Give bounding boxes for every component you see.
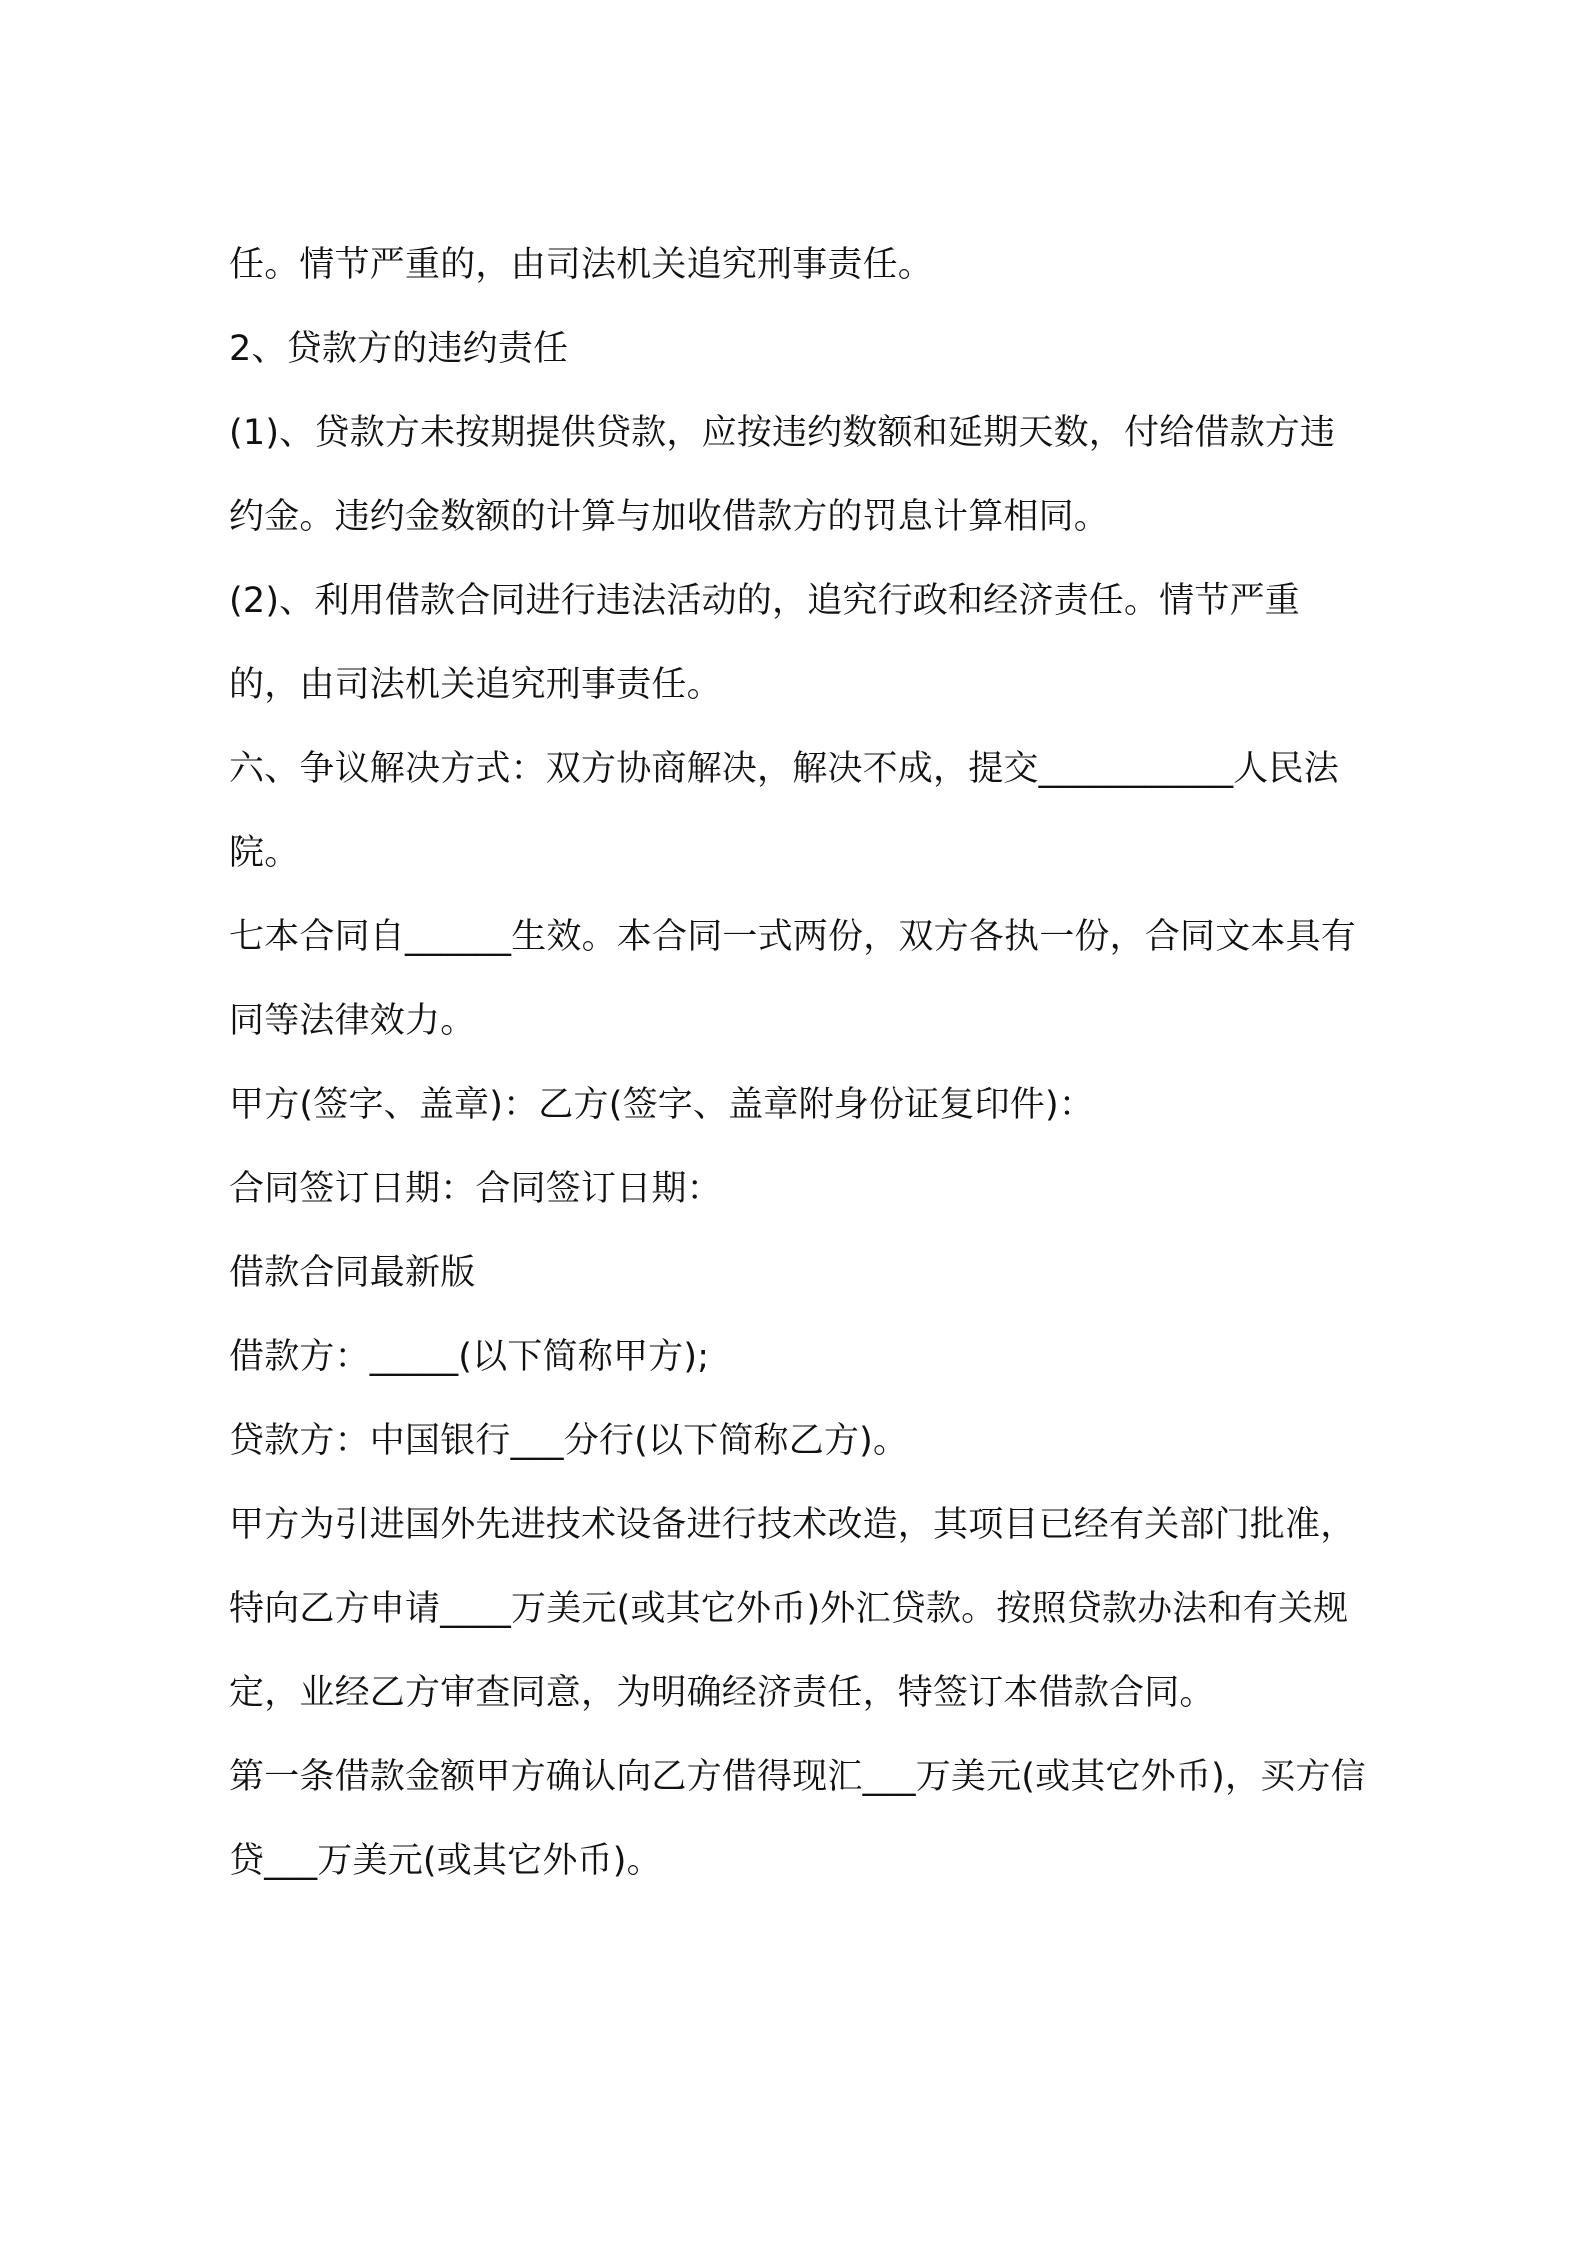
borrower-line: 借款方：_____(以下简称甲方); xyxy=(229,1337,710,1377)
article-one-loan-amount: 第一条借款金额甲方确认向乙方借得现汇___万美元(或其它外币)，买方信贷___万美元(或其它外币)。 xyxy=(229,1757,1366,1881)
clause-dispute-resolution: 六、争议解决方式：双方协商解决，解决不成，提交___________人民法院。 xyxy=(229,749,1339,873)
contract-title: 借款合同最新版 xyxy=(229,1253,476,1293)
lender-line: 贷款方：中国银行___分行(以下简称乙方)。 xyxy=(229,1421,909,1461)
clause-effective-date: 七本合同自______生效。本合同一式两份，双方各执一份，合同文本具有同等法律效力。 xyxy=(229,917,1357,1041)
section-heading-lender-liability: 2、贷款方的违约责任 xyxy=(229,329,569,369)
clause-late-loan-penalty: (1)、贷款方未按期提供贷款，应按违约数额和延期天数，付给借款方违约金。违约金数额的计算与加收借款方的罚息计算相同。 xyxy=(229,413,1336,537)
clause-illegal-activity: (2)、利用借款合同进行违法活动的，追究行政和经济责任。情节严重的，由司法机关追究刑事责任。 xyxy=(229,581,1300,705)
signature-line: 甲方(签字、盖章)：乙方(签字、盖章附身份证复印件)： xyxy=(229,1085,1095,1125)
paragraph-continuation: 任。情节严重的，由司法机关追究刑事责任。 xyxy=(229,245,934,285)
preamble-paragraph: 甲方为引进国外先进技术设备进行技术改造，其项目已经有关部门批准，特向乙方申请____万美元(或其它外币)外汇贷款。按照贷款办法和有关规定，业经乙方审查同意，为明确经济责任，特签订本借款合同。 xyxy=(229,1505,1356,1713)
document-body xyxy=(229,223,1369,1903)
signing-date-line: 合同签订日期：合同签订日期： xyxy=(229,1169,722,1209)
